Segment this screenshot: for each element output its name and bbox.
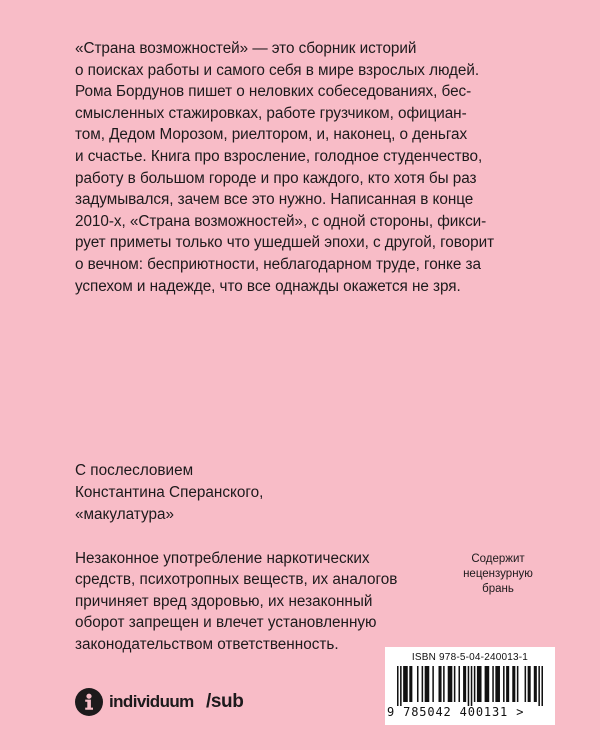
barcode-digits: 9 785042 400131 > [387, 705, 525, 719]
barcode-bar [492, 666, 494, 702]
barcode-bar [506, 666, 509, 702]
barcode-bar [432, 666, 434, 702]
barcode-bar [485, 666, 490, 702]
publisher-name: individuum [109, 692, 194, 711]
warning-line: законодательством ответственность. [75, 635, 339, 653]
barcode-bar [474, 666, 476, 702]
description-line: о поисках работы и самого себя в мире взрослых людей. [75, 61, 480, 79]
barcode-bar [463, 666, 466, 702]
barcode-bar [528, 666, 531, 702]
barcode-bar [448, 666, 453, 702]
description-line: о вечном: бесприютности, неблагодарном труде, гонке за [75, 255, 481, 273]
afterword-line: «макулатура» [75, 506, 174, 523]
barcode-bar [541, 666, 543, 706]
profanity-notice [446, 552, 550, 597]
description-line: «Страна возможностей» — это сборник историй [75, 40, 417, 57]
imprint-logo: /sub [206, 691, 244, 712]
barcode-bar [471, 666, 473, 706]
barcode-bar [468, 666, 470, 706]
afterword-line: С послесловием [75, 462, 194, 479]
afterword-line: Константина Сперанского, [75, 484, 264, 501]
isbn-barcode [385, 647, 555, 725]
warning-line: средств, психотропных веществ, их аналогов [75, 571, 398, 589]
warning-line: причиняет вред здоровью, их незаконный [75, 592, 373, 610]
barcode-bar [417, 666, 419, 702]
warning-line: Незаконное употребление наркотических [75, 550, 370, 567]
barcode-bar [525, 666, 527, 702]
barcode-bar [409, 666, 412, 702]
description-line: успехом и надежде, что все однажды окажется не зря. [75, 277, 461, 295]
legal-warning [75, 548, 415, 655]
barcode-bar [403, 666, 408, 702]
barcode-bar [517, 666, 519, 702]
description-line: Рома Бордунов пишет о неловких собеседованиях, бес- [75, 83, 472, 101]
description-line: рует приметы только что ушедшей эпохи, с другой, говорит [75, 234, 495, 252]
barcode-bar [454, 666, 456, 702]
barcode-bar [534, 666, 537, 702]
notice-line: брань [482, 583, 514, 595]
barcode-bar [495, 666, 500, 702]
i-circle-logo-icon [75, 688, 103, 716]
barcode-bar [458, 666, 460, 702]
isbn-number: ISBN 978-5-04-240013-1 [411, 652, 529, 663]
barcode-bar [422, 666, 424, 702]
notice-line: Содержит [471, 553, 525, 565]
notice-line: нецензурную [463, 568, 533, 580]
description-line: работу в большом городе и про каждого, кто хотя бы раз [75, 169, 477, 187]
description-line: 2010-х, «Страна возможностей», с одной стороны, фикси- [75, 212, 487, 230]
barcode-bar [438, 666, 441, 702]
description-line: и счастье. Книга про взросление, голодное студенчество, [75, 147, 483, 165]
description-line: смысленных стажировках, работе грузчиком, официан- [75, 104, 467, 122]
publisher-logo [75, 687, 194, 717]
barcode-bar [512, 666, 515, 702]
barcode-bar [397, 666, 399, 706]
barcode-bar [477, 666, 482, 702]
barcode-bar [425, 666, 430, 702]
barcode-bars [397, 666, 543, 706]
description-line: том, Дедом Морозом, риелтором, и, наконец, о деньгах [75, 126, 468, 144]
barcode-bar [538, 666, 540, 706]
barcode-bar [503, 666, 505, 702]
warning-line: оборот запрещен и влечет установленную [75, 614, 377, 632]
book-description [75, 38, 535, 297]
afterword-credit [75, 460, 375, 526]
barcode-bar [400, 666, 402, 706]
description-line: задумывался, зачем все это нужно. Написанная в конце [75, 191, 474, 209]
barcode-bar [443, 666, 445, 702]
